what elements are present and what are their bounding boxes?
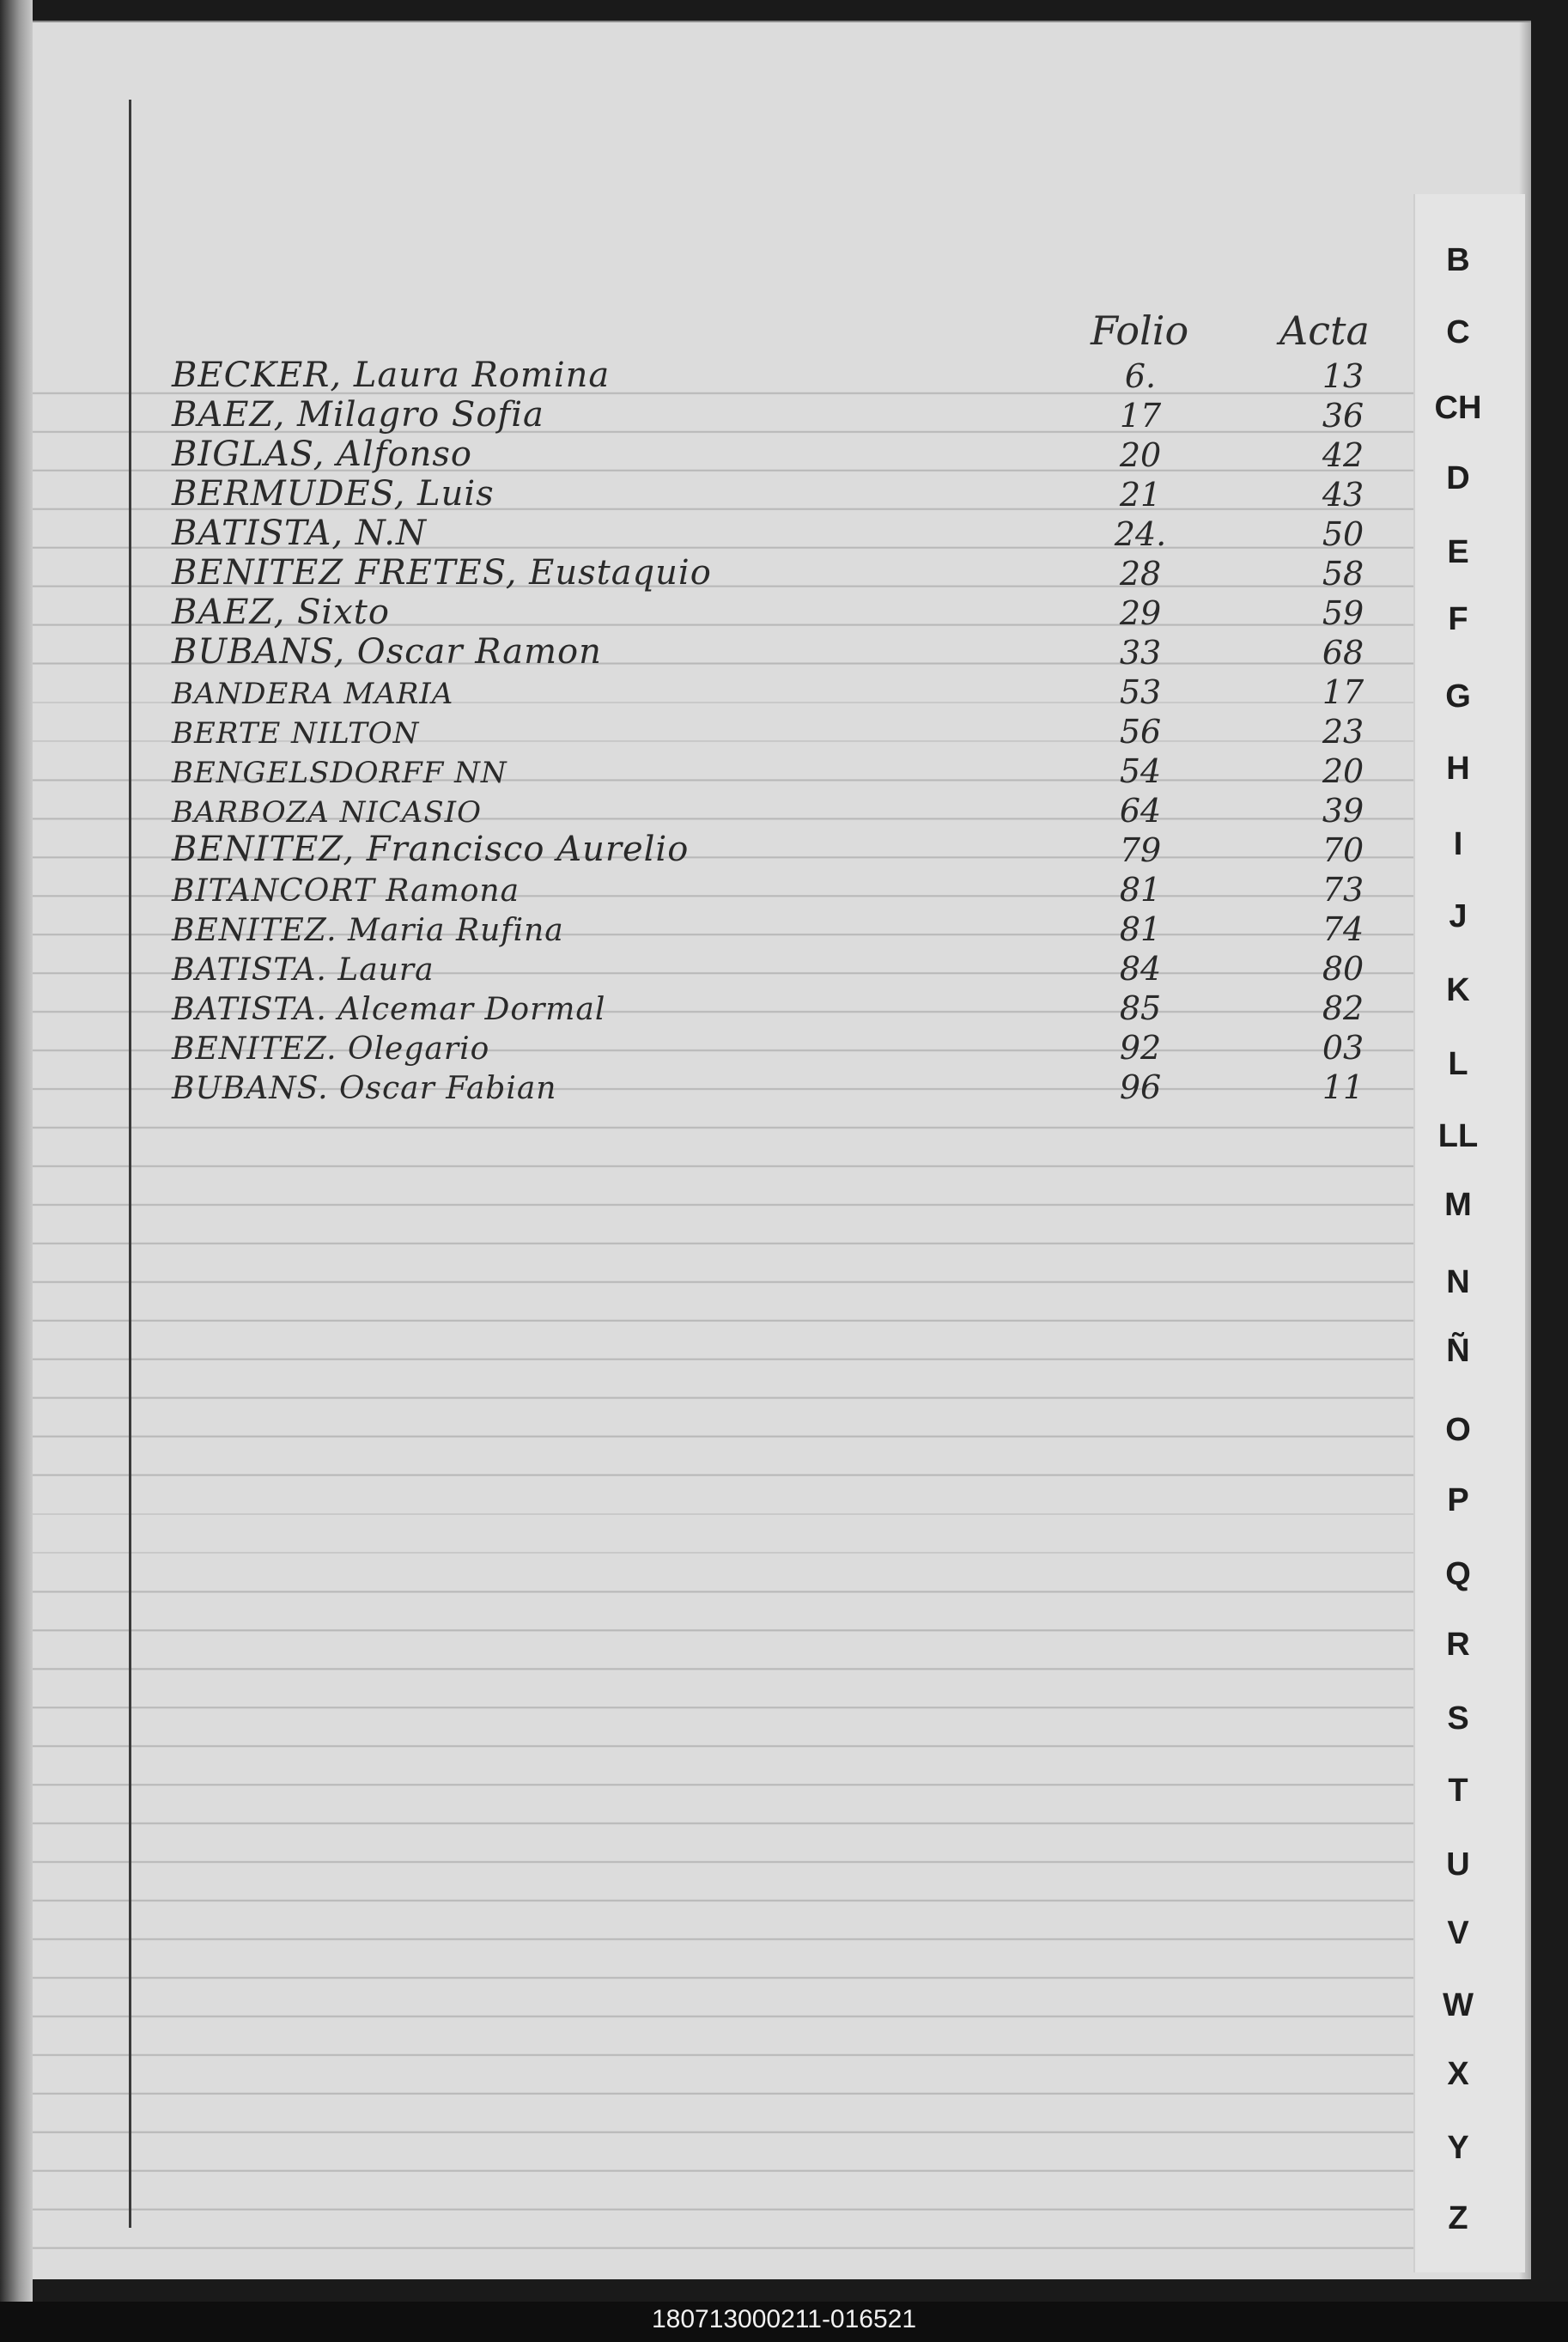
entry-name: BERMUDES, Luis <box>172 474 495 514</box>
index-tab-e[interactable]: E <box>1447 534 1469 570</box>
entry-folio: 92 <box>1119 1029 1162 1067</box>
entry-row <box>172 989 1391 1029</box>
entry-name: BAEZ, Milagro Sofia <box>172 395 544 435</box>
index-tab-g[interactable]: G <box>1445 678 1471 715</box>
entry-row <box>172 1029 1391 1068</box>
entry-folio: 33 <box>1119 634 1162 672</box>
entry-row <box>172 831 1391 871</box>
entry-row <box>172 871 1391 910</box>
entry-row <box>172 555 1391 594</box>
index-tab-enye[interactable]: Ñ <box>1446 1333 1470 1369</box>
entry-acta: 74 <box>1322 910 1364 948</box>
entry-folio: 24. <box>1114 515 1167 553</box>
index-tab-f[interactable]: F <box>1448 601 1468 637</box>
entry-folio: 21 <box>1119 476 1162 514</box>
entry-acta: 36 <box>1322 397 1364 435</box>
entry-row <box>172 515 1391 555</box>
ledger-page <box>33 21 1531 2279</box>
index-tab-ch[interactable]: CH <box>1434 390 1482 426</box>
entry-acta: 80 <box>1322 950 1364 988</box>
index-tab-w[interactable]: W <box>1443 1987 1474 2023</box>
entry-row <box>172 673 1391 713</box>
entry-acta: 17 <box>1322 673 1364 711</box>
index-tab-h[interactable]: H <box>1446 751 1470 787</box>
entry-folio: 53 <box>1119 673 1162 711</box>
index-tab-v[interactable]: V <box>1447 1915 1469 1951</box>
alphabet-index-strip <box>1413 194 1525 2272</box>
entry-row <box>172 634 1391 673</box>
entry-acta: 39 <box>1322 792 1364 830</box>
entry-name: BENITEZ. Maria Rufina <box>172 913 564 948</box>
entry-acta: 03 <box>1322 1029 1364 1067</box>
acta-column-header: Acta <box>1279 307 1370 354</box>
entry-name: BUBANS, Oscar Ramon <box>172 632 602 672</box>
index-tab-i[interactable]: I <box>1453 826 1463 862</box>
entry-name: BATISTA. Alcemar Dormal <box>172 992 606 1027</box>
index-tab-m[interactable]: M <box>1444 1187 1472 1223</box>
document-id: 180713000211-016521 <box>651 2305 917 2333</box>
entry-row <box>172 436 1391 476</box>
index-tab-o[interactable]: O <box>1445 1412 1471 1448</box>
entry-acta: 42 <box>1322 436 1364 474</box>
entry-folio: 56 <box>1119 713 1162 751</box>
index-tab-k[interactable]: K <box>1446 972 1470 1008</box>
entry-name: BENITEZ FRETES, Eustaquio <box>172 553 712 593</box>
index-tab-l[interactable]: L <box>1448 1046 1468 1082</box>
entry-folio: 64 <box>1119 792 1162 830</box>
entry-name: BARBOZA NICASIO <box>172 795 482 830</box>
index-tab-x[interactable]: X <box>1447 2056 1469 2092</box>
entry-acta: 50 <box>1322 515 1364 553</box>
entry-name: BENITEZ, Francisco Aurelio <box>172 830 690 869</box>
entry-acta: 13 <box>1322 357 1364 395</box>
book-binding-left <box>0 0 33 2302</box>
entry-name: BAEZ, Sixto <box>172 593 390 632</box>
entry-folio: 29 <box>1119 594 1162 632</box>
entry-name: BATISTA. Laura <box>172 952 435 988</box>
index-tab-j[interactable]: J <box>1449 898 1468 934</box>
entry-name: BITANCORT Ramona <box>172 873 520 909</box>
entry-acta: 68 <box>1322 634 1364 672</box>
entry-folio: 20 <box>1119 436 1162 474</box>
entry-acta: 59 <box>1322 594 1364 632</box>
entry-name: BATISTA, N.N <box>172 514 427 553</box>
index-tab-b[interactable]: B <box>1446 242 1470 278</box>
page-top-area <box>33 22 1531 356</box>
entry-folio: 54 <box>1119 752 1162 790</box>
index-tab-d[interactable]: D <box>1446 460 1470 496</box>
index-tab-s[interactable]: S <box>1447 1700 1469 1737</box>
index-tab-ll[interactable]: LL <box>1437 1118 1479 1154</box>
entry-name: BENGELSDORFF NN <box>172 756 507 790</box>
entry-acta: 82 <box>1322 989 1364 1027</box>
entry-folio: 6. <box>1124 357 1157 395</box>
entry-acta: 43 <box>1322 476 1364 514</box>
entry-row <box>172 476 1391 515</box>
folio-column-header: Folio <box>1091 307 1189 354</box>
entry-acta: 70 <box>1322 831 1364 869</box>
index-tab-u[interactable]: U <box>1446 1846 1470 1883</box>
index-tab-c[interactable]: C <box>1446 314 1470 350</box>
margin-line <box>129 100 131 2228</box>
entry-folio: 85 <box>1119 989 1162 1027</box>
entry-name: BANDERA MARIA <box>172 677 454 711</box>
entry-folio: 79 <box>1119 831 1162 869</box>
entry-row <box>172 357 1391 397</box>
entry-row <box>172 792 1391 831</box>
entry-folio: 84 <box>1119 950 1162 988</box>
index-tab-r[interactable]: R <box>1446 1627 1470 1663</box>
entry-row <box>172 1068 1391 1108</box>
entry-row <box>172 594 1391 634</box>
entry-row <box>172 752 1391 792</box>
entry-row <box>172 397 1391 436</box>
index-tab-p[interactable]: P <box>1447 1482 1469 1518</box>
entry-acta: 11 <box>1322 1068 1364 1106</box>
index-tab-t[interactable]: T <box>1448 1773 1468 1809</box>
entry-name: BENITEZ. Olegario <box>172 1031 490 1067</box>
entry-row <box>172 950 1391 989</box>
index-tab-z[interactable]: Z <box>1448 2200 1468 2236</box>
entry-acta: 73 <box>1322 871 1364 909</box>
entry-row <box>172 713 1391 752</box>
index-tab-y[interactable]: Y <box>1447 2130 1469 2166</box>
entry-name: BUBANS. Oscar Fabian <box>172 1071 557 1106</box>
entry-folio: 81 <box>1119 910 1162 948</box>
entry-acta: 20 <box>1322 752 1364 790</box>
entry-folio: 28 <box>1119 555 1162 593</box>
entry-folio: 96 <box>1119 1068 1162 1106</box>
entry-acta: 58 <box>1322 555 1364 593</box>
entry-name: BIGLAS, Alfonso <box>172 435 472 474</box>
entry-folio: 81 <box>1119 871 1162 909</box>
entry-name: BECKER, Laura Romina <box>172 356 611 395</box>
index-tab-q[interactable]: Q <box>1445 1556 1471 1592</box>
entry-name: BERTE NILTON <box>172 716 420 751</box>
entry-row <box>172 910 1391 950</box>
entry-folio: 17 <box>1119 397 1162 435</box>
entry-acta: 23 <box>1322 713 1364 751</box>
index-tab-n[interactable]: N <box>1446 1264 1470 1300</box>
